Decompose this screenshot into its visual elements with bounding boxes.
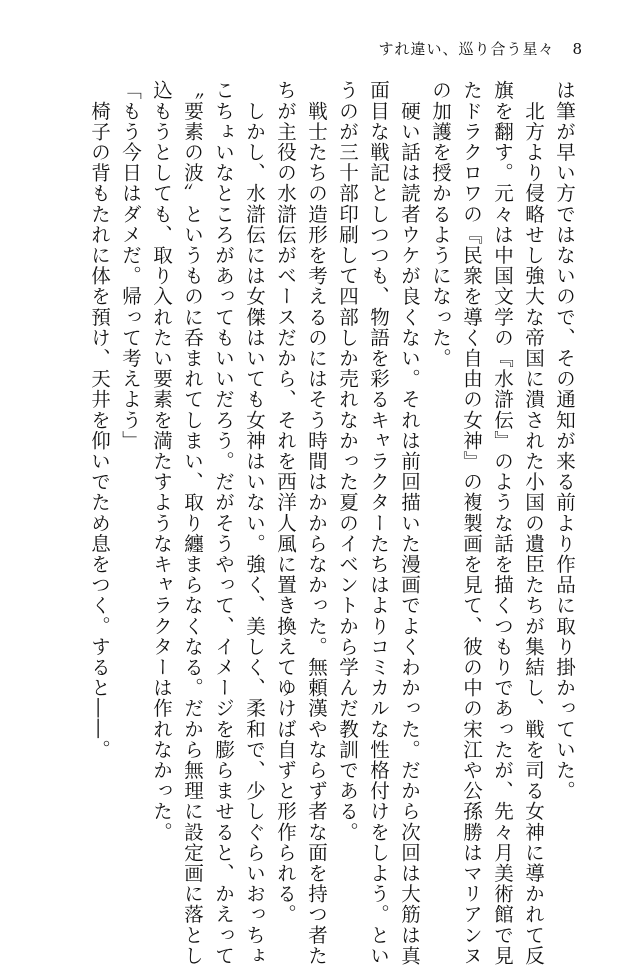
running-header xyxy=(378,38,583,59)
text-line: 戦士たちの造形を考えるのにはそう時間はかからなかった。無頼漢やならず者な面を持つ者た xyxy=(305,80,328,966)
text-line: 面目な戦記としつつも、物語を彩るキャラクターたちはよりコミカルな性格付けをしよう。とい xyxy=(367,80,390,966)
text-line: 〝要素の波〟というものに呑まれてしまい、取り纏まらなくなる。だから無理に設定画に落とし xyxy=(181,80,204,966)
page-number: 8 xyxy=(572,40,583,58)
text-line: たドラクロワの『民衆を導く自由の女神』の複製画を見て、彼の中の宋江や公孫勝はマリアンヌ xyxy=(460,80,483,966)
text-line: 込もうとしても、取り入れたい要素を満たすようなキャラクターは作れなかった。 xyxy=(150,80,173,843)
vertical-body-text xyxy=(84,80,580,966)
text-line: うのが三十部印刷して四部しか売れなかった夏のイベントから学んだ教訓である。 xyxy=(336,80,359,843)
text-line: 旗を翻す。元々は中国文学の『水滸伝』のような話を描くつもりであったが、先々月美術館で見 xyxy=(491,80,514,966)
text-line: しかし、水滸伝には女傑はいても女神はいない。強く、美しく、柔和で、少しぐらいおっちょ xyxy=(243,80,266,966)
text-line: は筆が早い方ではないので、その通知が来る前より作品に取り掛かっていた。 xyxy=(553,80,576,801)
text-line: の加護を授かるようになった。 xyxy=(429,80,452,369)
text-line: 「もう今日はダメだ。帰って考えよう」 xyxy=(119,80,142,451)
text-line: ちが主役の水滸伝がベースだから、それを西洋人風に置き換えてゆけば自ずと形作られる。 xyxy=(274,80,297,925)
chapter-title: すれ違い、巡り合う星々 xyxy=(378,40,555,58)
text-line: 北方より侵略せし強大な帝国に潰された小国の遺臣たちが集結し、戦を司る女神に導かれて反 xyxy=(522,80,545,966)
text-line: 硬い話は読者ウケが良くない。それは前回描いた漫画でよくわかった。だから次回は大筋は真 xyxy=(398,80,421,966)
text-line: 椅子の背もたれに体を預け、天井を仰いでため息をつく。すると――。 xyxy=(88,80,111,760)
text-line: こちょいなところがあってもいいだろう。だがそうやって、イメージを膨らませると、かえって xyxy=(212,80,235,966)
